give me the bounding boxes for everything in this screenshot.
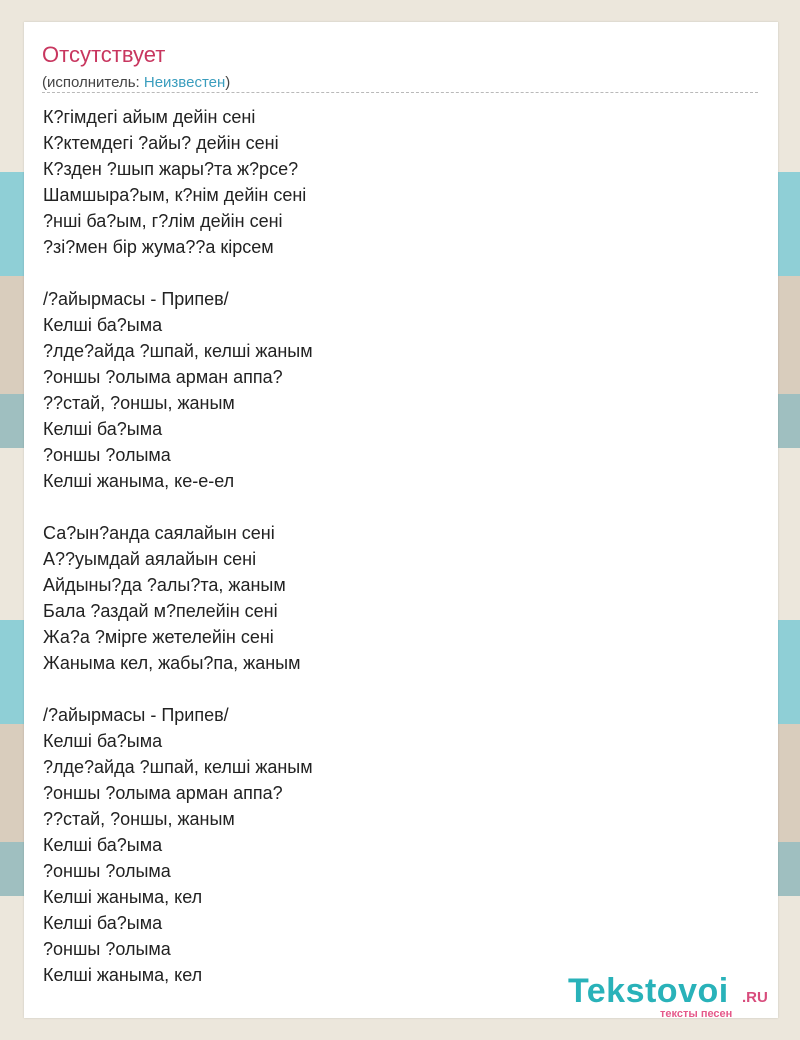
lyric-line: ??стай, ?оншы, жаным — [43, 809, 235, 829]
lyric-line: Келші ба?ыма — [43, 913, 163, 933]
lyric-line: Бала ?аздай м?пелейін сені — [43, 601, 278, 621]
lyric-line: ?оншы ?олыма — [43, 861, 171, 881]
lyric-line: Келші жаныма, ке-е-ел — [43, 471, 235, 491]
lyric-line: ?оншы ?олыма — [43, 939, 171, 959]
lyric-line: /?айырмасы - Припев/ — [43, 705, 229, 725]
artist-suffix: ) — [225, 74, 231, 91]
lyric-line: Айдыны?да ?алы?та, жаным — [43, 575, 286, 595]
artist-link[interactable]: Неизвестен — [143, 74, 226, 91]
tekstovoi-logo[interactable] — [568, 972, 778, 1022]
lyrics-text — [43, 104, 313, 988]
lyric-line: Келші ба?ыма — [43, 419, 163, 439]
song-title: Отсутствует — [42, 42, 166, 67]
lyric-line: ?зі?мен бір жума??а кірсем — [43, 237, 274, 257]
lyric-line: К?гімдегі айым дейін сені — [43, 107, 256, 127]
lyric-line: А??уымдай аялайын сені — [43, 549, 257, 569]
logo-tagline: тексты песен — [660, 1008, 733, 1020]
lyric-line: ??стай, ?оншы, жаным — [43, 393, 235, 413]
lyric-line: К?зден ?шып жары?та ж?рсе? — [43, 159, 299, 179]
lyric-line: К?ктемдегі ?айы? дейін сені — [43, 133, 279, 153]
lyric-line: Келші жаныма, кел — [43, 887, 203, 907]
lyric-line: Жа?а ?мірге жетелейін сені — [43, 627, 274, 647]
lyric-line: ?оншы ?олыма арман аппа? — [43, 367, 283, 387]
lyric-line: /?айырмасы - Припев/ — [43, 289, 229, 309]
lyric-line: ?лде?айда ?шпай, келші жаным — [43, 341, 313, 361]
lyric-line: Жаныма кел, жабы?па, жаным — [43, 653, 301, 673]
artist-line — [42, 74, 230, 91]
lyric-line: Келші ба?ыма — [43, 315, 163, 335]
lyrics-card — [24, 22, 778, 1018]
dashed-divider — [42, 92, 758, 93]
lyric-line — [43, 494, 313, 520]
artist-prefix: (исполнитель: — [42, 74, 144, 91]
lyric-line — [43, 676, 313, 702]
lyric-line: Са?ын?анда саялайын сені — [43, 523, 275, 543]
lyric-line: ?нші ба?ым, г?лім дейін сені — [43, 211, 283, 231]
lyric-line: Келші ба?ыма — [43, 731, 163, 751]
logo-tld: .RU — [742, 989, 768, 1006]
lyric-line — [43, 260, 313, 286]
lyric-line: Шамшыра?ым, к?нім дейін сені — [43, 185, 307, 205]
lyric-line: ?лде?айда ?шпай, келші жаным — [43, 757, 313, 777]
lyric-line: ?оншы ?олыма арман аппа? — [43, 783, 283, 803]
logo-wordmark: Tekstovoi — [568, 972, 729, 1010]
lyric-line: ?оншы ?олыма — [43, 445, 171, 465]
lyric-line: Келші жаныма, кел — [43, 965, 203, 985]
lyric-line: Келші ба?ыма — [43, 835, 163, 855]
